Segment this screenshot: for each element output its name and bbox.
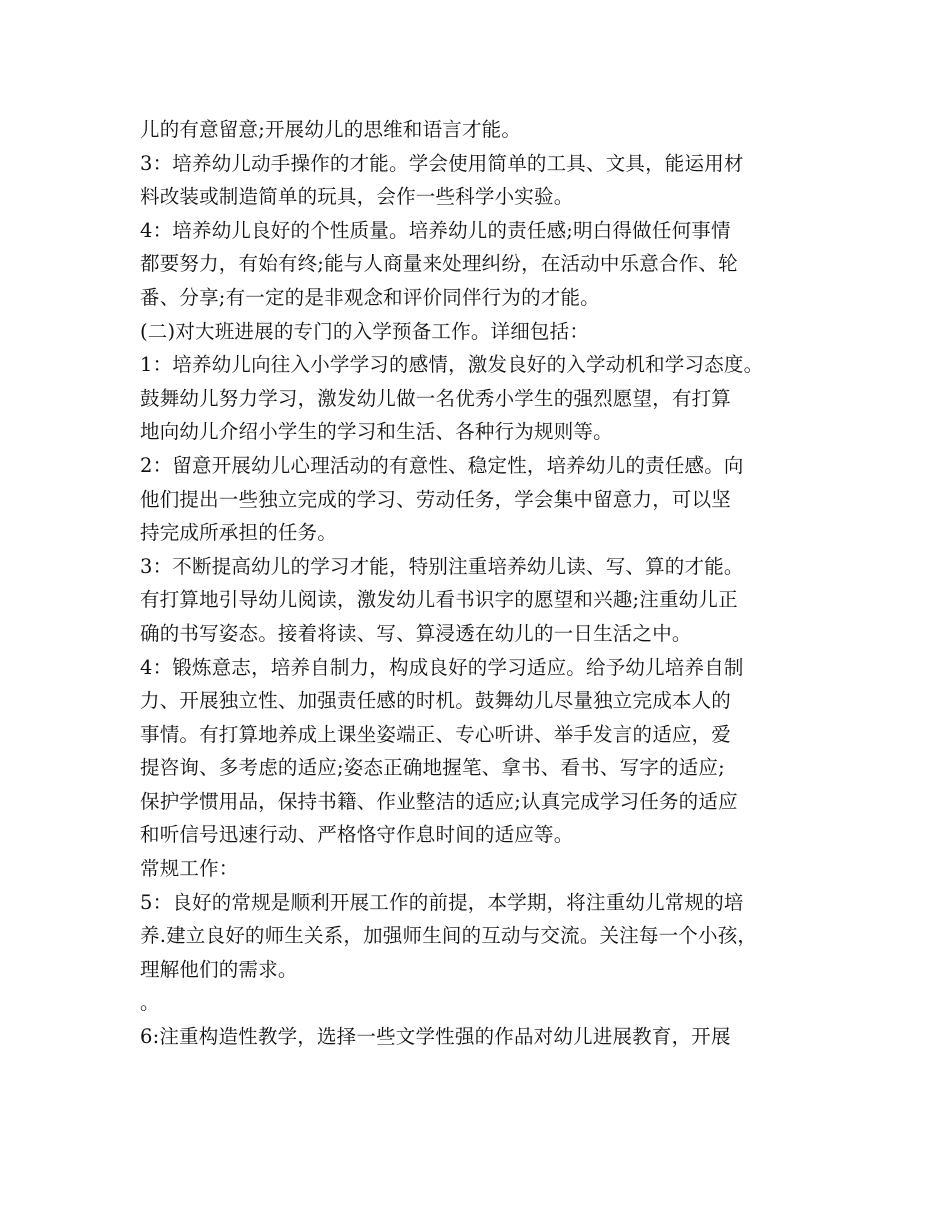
text-line: 4：锻炼意志，培养自制力，构成良好的学习适应。给予幼儿培养自制: [140, 655, 744, 679]
text-line: 理解他们的需求。: [140, 957, 298, 981]
text-line: 持完成所承担的任务。: [140, 521, 338, 545]
text-line: 他们提出一些独立完成的学习、劳动任务，学会集中留意力，可以坚: [140, 487, 732, 511]
section-heading: (二)对大班进展的专门的入学预备工作。详细包括：: [140, 319, 590, 343]
text-line: 3：培养幼儿动手操作的才能。学会使用简单的工具、文具，能运用材: [140, 151, 744, 175]
text-line: 5：良好的常规是顺利开展工作的前提，本学期，将注重幼儿常规的培: [140, 890, 744, 914]
text-line: 3：不断提高幼儿的学习才能，特别注重培养幼儿读、写、算的才能。: [140, 554, 744, 578]
text-line: 有打算地引导幼儿阅读，激发幼儿看书识字的愿望和兴趣;注重幼儿正: [140, 588, 738, 612]
text-line: 料改装或制造简单的玩具，会作一些科学小实验。: [140, 185, 574, 209]
text-line: 提咨询、多考虑的适应;姿态正确地握笔、拿书、看书、写字的适应;: [140, 756, 725, 780]
text-line: 。: [140, 991, 160, 1015]
text-line: 6:注重构造性教学，选择一些文学性强的作品对幼儿进展教育，开展: [140, 1025, 731, 1049]
text-line: 番、分享;有一定的是非观念和评价同伴行为的才能。: [140, 285, 600, 309]
text-line: 养.建立良好的师生关系，加强师生间的互动与交流。关注每一个小孩，: [140, 924, 758, 948]
text-line: 确的书写姿态。接着将读、写、算浸透在幼儿的一日生活之中。: [140, 621, 692, 645]
text-line: 2：留意开展幼儿心理活动的有意性、稳定性，培养幼儿的责任感。向: [140, 453, 744, 477]
text-line: 地向幼儿介绍小学生的学习和生活、各种行为规则等。: [140, 420, 613, 444]
document-body: [140, 113, 830, 1054]
section-heading: 常规工作：: [140, 857, 239, 881]
text-line: 4：培养幼儿良好的个性质量。培养幼儿的责任感;明白得做任何事情: [140, 218, 731, 242]
text-line: 事情。有打算地养成上课坐姿端正、专心听讲、举手发言的适应，爱: [140, 722, 732, 746]
text-line: 鼓舞幼儿努力学习，激发幼儿做一名优秀小学生的强烈愿望，有打算: [140, 386, 732, 410]
text-line: 和听信号迅速行动、严格恪守作息时间的适应等。: [140, 823, 574, 847]
text-line: 1：培养幼儿向往入小学学习的感情，激发良好的入学动机和学习态度。: [140, 353, 764, 377]
text-line: 儿的有意留意;开展幼儿的思维和语言才能。: [140, 118, 522, 141]
text-line: 力、开展独立性、加强责任感的时机。鼓舞幼儿尽量独立完成本人的: [140, 689, 732, 713]
text-line: 都要努力，有始有终;能与人商量来处理纠纷，在活动中乐意合作、轮: [140, 252, 738, 276]
text-line: 保护学惯用品，保持书籍、作业整洁的适应;认真完成学习任务的适应: [140, 789, 738, 813]
